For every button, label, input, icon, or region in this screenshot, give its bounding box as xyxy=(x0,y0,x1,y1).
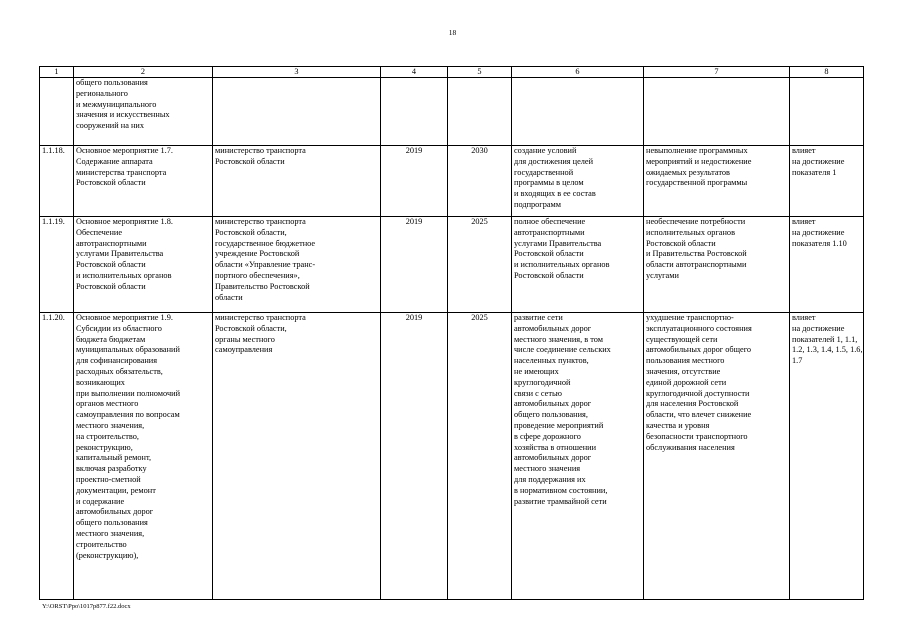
consequences-line: ухудшение транспортно- xyxy=(646,313,734,322)
measure-name-line: Ростовской области xyxy=(76,281,146,291)
measure-name-line: Основное мероприятие 1.8. xyxy=(76,217,173,226)
expected-result-cell xyxy=(512,146,644,217)
table-row xyxy=(40,146,864,217)
consequences-cell xyxy=(644,78,790,146)
executor-line: самоуправления xyxy=(215,345,273,355)
indicator-relation-line: показателя 1 xyxy=(792,167,837,177)
measure-name-line: министерства транспорта xyxy=(76,167,167,177)
indicator-relation-line: показателя 1.10 xyxy=(792,238,847,248)
expected-result-line: полное обеспечение xyxy=(514,217,586,226)
consequences-line: области, что влечет снижение xyxy=(646,410,752,420)
column-number: 6 xyxy=(512,67,644,78)
measure-name-line: капитальный ремонт, xyxy=(76,453,152,463)
start-year-cell xyxy=(381,78,448,146)
indicator-relation-cell xyxy=(790,78,864,146)
measure-name-cell xyxy=(74,146,213,217)
expected-result-line: в нормативном состоянии, xyxy=(514,485,608,495)
end-year-cell: 2025 xyxy=(448,217,512,313)
column-number: 1 xyxy=(40,67,74,78)
indicator-relation-line: 1.7 xyxy=(792,356,803,366)
measure-name-line: для софинансирования xyxy=(76,356,158,366)
expected-result-line: автотранспортными xyxy=(514,227,585,237)
expected-result-line: подпрограмм xyxy=(514,199,562,209)
executor-line: министерство транспорта xyxy=(215,313,306,322)
expected-result-cell xyxy=(512,78,644,146)
measure-name-cell xyxy=(74,78,213,146)
table-row xyxy=(40,313,864,600)
measure-name-line: при выполнении полномочий xyxy=(76,388,181,398)
measure-name-line: самоуправления по вопросам xyxy=(76,410,180,420)
measure-name-line: документации, ремонт xyxy=(76,485,156,495)
column-number: 8 xyxy=(790,67,864,78)
table-row xyxy=(40,78,864,146)
expected-result-line: местного значения xyxy=(514,464,581,474)
expected-result-line: автомобильных дорог xyxy=(514,323,592,333)
consequences-line: ожидаемых результатов xyxy=(646,167,730,177)
column-number: 3 xyxy=(213,67,381,78)
measure-name-line: включая разработку xyxy=(76,464,147,474)
measure-name-line: расходных обязательств, xyxy=(76,366,163,376)
executor-line: органы местного xyxy=(215,334,275,344)
expected-result-line: создание условий xyxy=(514,146,577,155)
consequences-line: безопасности транспортного xyxy=(646,431,748,441)
consequences-line: услугами xyxy=(646,270,679,280)
expected-result-line: государственной xyxy=(514,167,574,177)
executor-line: Правительство Ростовской xyxy=(215,281,310,291)
consequences-line: единой дорожной сети xyxy=(646,377,727,387)
expected-result-line: проведение мероприятий xyxy=(514,420,604,430)
expected-result-line: населенных пунктов, xyxy=(514,356,589,366)
row-number-cell: 1.1.19. xyxy=(40,217,74,313)
expected-result-line: для поддержания их xyxy=(514,474,586,484)
expected-result-line: местного значения, в том xyxy=(514,334,603,344)
measure-name-line: регионального xyxy=(76,88,128,98)
measure-name-line: значения и искусственных xyxy=(76,110,170,120)
measure-name-line: бюджета бюджетам xyxy=(76,334,146,344)
measure-name-line: и межмуниципального xyxy=(76,99,157,109)
expected-result-line: программы в целом xyxy=(514,178,584,188)
page-number: 18 xyxy=(448,28,457,37)
measure-name-line: общего пользования xyxy=(76,78,148,87)
indicator-relation-line: на достижение xyxy=(792,156,845,166)
executor-line: учреждение Ростовской xyxy=(215,249,300,259)
consequences-line: значения, отсутствие xyxy=(646,366,721,376)
expected-result-line: общего пользования, xyxy=(514,410,588,420)
column-number: 2 xyxy=(74,67,213,78)
consequences-line: исполнительных органов xyxy=(646,227,735,237)
indicator-relation-cell xyxy=(790,217,864,313)
start-year-cell: 2019 xyxy=(381,217,448,313)
measure-name-line: Ростовской области xyxy=(76,178,146,188)
expected-result-line: развитие сети xyxy=(514,313,563,322)
consequences-line: мероприятий и недостижение xyxy=(646,156,752,166)
consequences-line: невыполнение программных xyxy=(646,146,748,155)
row-number-cell xyxy=(40,78,74,146)
end-year-cell: 2025 xyxy=(448,313,512,600)
consequences-line: обслуживания населения xyxy=(646,442,735,452)
start-year-cell: 2019 xyxy=(381,146,448,217)
measure-name-cell xyxy=(74,217,213,313)
indicator-relation-line: на достижение xyxy=(792,323,845,333)
column-number: 4 xyxy=(381,67,448,78)
consequences-cell xyxy=(644,146,790,217)
measure-name-line: местного значения, xyxy=(76,420,145,430)
consequences-line: Ростовской области xyxy=(646,238,716,248)
executor-cell xyxy=(213,313,381,600)
table-row xyxy=(40,217,864,313)
executor-line: Ростовской области, xyxy=(215,227,287,237)
measures-table xyxy=(39,66,864,600)
measure-name-line: строительство xyxy=(76,539,127,549)
expected-result-line: числе соединение сельских xyxy=(514,345,611,355)
column-number: 5 xyxy=(448,67,512,78)
expected-result-line: хозяйства в отношении xyxy=(514,442,597,452)
measure-name-line: местного значения, xyxy=(76,528,145,538)
measure-name-line: автомобильных дорог xyxy=(76,507,154,517)
end-year-cell xyxy=(448,78,512,146)
measure-name-line: Содержание аппарата xyxy=(76,156,153,166)
executor-line: области «Управление транс- xyxy=(215,260,316,270)
measure-name-line: и содержание xyxy=(76,496,125,506)
executor-line: Ростовской области, xyxy=(215,323,287,333)
consequences-line: круглогодичной доступности xyxy=(646,388,750,398)
column-number: 7 xyxy=(644,67,790,78)
consequences-cell xyxy=(644,313,790,600)
expected-result-line: Ростовской области xyxy=(514,270,584,280)
measure-name-line: сооружений на них xyxy=(76,121,144,131)
row-number-cell: 1.1.18. xyxy=(40,146,74,217)
executor-line: портного обеспечения», xyxy=(215,270,300,280)
measure-name-line: автотранспортными xyxy=(76,238,147,248)
measure-name-line: реконструкцию, xyxy=(76,442,133,452)
measure-name-line: и исполнительных органов xyxy=(76,270,172,280)
measure-name-line: Основное мероприятие 1.9. xyxy=(76,313,173,322)
indicator-relation-line: влияет xyxy=(792,146,816,155)
indicator-relation-line: влияет xyxy=(792,313,816,322)
expected-result-line: автомобильных дорог xyxy=(514,453,592,463)
executor-line: министерство транспорта xyxy=(215,217,306,226)
measure-name-line: возникающих xyxy=(76,377,125,387)
measure-name-line: услугами Правительства xyxy=(76,249,164,259)
expected-result-line: автомобильных дорог xyxy=(514,399,592,409)
executor-line: министерство транспорта xyxy=(215,146,306,155)
end-year-cell: 2030 xyxy=(448,146,512,217)
measure-name-cell xyxy=(74,313,213,600)
expected-result-line: для достижения целей xyxy=(514,156,594,166)
measure-name-line: общего пользования xyxy=(76,518,148,528)
consequences-line: государственной программы xyxy=(646,178,748,188)
measure-name-line: на строительство, xyxy=(76,431,139,441)
expected-result-line: услугами Правительства xyxy=(514,238,602,248)
consequences-cell xyxy=(644,217,790,313)
expected-result-line: связи с сетью xyxy=(514,388,562,398)
consequences-line: существующей сети xyxy=(646,334,718,344)
consequences-line: и Правительства Ростовской xyxy=(646,249,747,259)
measure-name-line: органов местного xyxy=(76,399,139,409)
expected-result-line: развитие трамвайной сети xyxy=(514,496,607,506)
executor-line: области xyxy=(215,292,243,302)
file-path-footer: Y:\ORST\Ppo\1017p877.f22.docx xyxy=(42,603,131,610)
expected-result-cell xyxy=(512,217,644,313)
consequences-line: эксплуатационного состояния xyxy=(646,323,752,333)
executor-line: государственное бюджетное xyxy=(215,238,316,248)
measure-name-line: Основное мероприятие 1.7. xyxy=(76,146,173,155)
indicator-relation-cell xyxy=(790,313,864,600)
measure-name-line: Ростовской области xyxy=(76,260,146,270)
consequences-line: автомобильных дорог общего xyxy=(646,345,752,355)
measure-name-line: муниципальных образований xyxy=(76,345,180,355)
expected-result-cell xyxy=(512,313,644,600)
measure-name-line: (реконструкцию), xyxy=(76,550,139,560)
executor-cell xyxy=(213,217,381,313)
measure-name-line: Субсидии из областного xyxy=(76,323,162,333)
consequences-line: пользования местного xyxy=(646,356,725,366)
expected-result-line: Ростовской области xyxy=(514,249,584,259)
executor-line: Ростовской области xyxy=(215,156,285,166)
consequences-line: необеспечение потребности xyxy=(646,217,746,226)
expected-result-line: в сфере дорожного xyxy=(514,431,581,441)
expected-result-line: и входящих в ее состав xyxy=(514,189,596,199)
expected-result-line: не имеющих xyxy=(514,366,559,376)
start-year-cell: 2019 xyxy=(381,313,448,600)
indicator-relation-line: на достижение xyxy=(792,227,845,237)
indicator-relation-line: 1.2, 1.3, 1.4, 1.5, 1.6, xyxy=(792,345,863,355)
executor-cell xyxy=(213,146,381,217)
executor-cell xyxy=(213,78,381,146)
consequences-line: качества и уровня xyxy=(646,420,710,430)
consequences-line: для населения Ростовской xyxy=(646,399,739,409)
row-number-cell: 1.1.20. xyxy=(40,313,74,600)
expected-result-line: и исполнительных органов xyxy=(514,260,610,270)
indicator-relation-cell xyxy=(790,146,864,217)
measure-name-line: проектно-сметной xyxy=(76,474,141,484)
column-number-row xyxy=(40,67,864,78)
measure-name-line: Обеспечение xyxy=(76,227,123,237)
expected-result-line: круглогодичной xyxy=(514,377,571,387)
indicator-relation-line: влияет xyxy=(792,217,816,226)
indicator-relation-line: показателей 1, 1.1, xyxy=(792,334,858,344)
consequences-line: области автотранспортными xyxy=(646,260,747,270)
